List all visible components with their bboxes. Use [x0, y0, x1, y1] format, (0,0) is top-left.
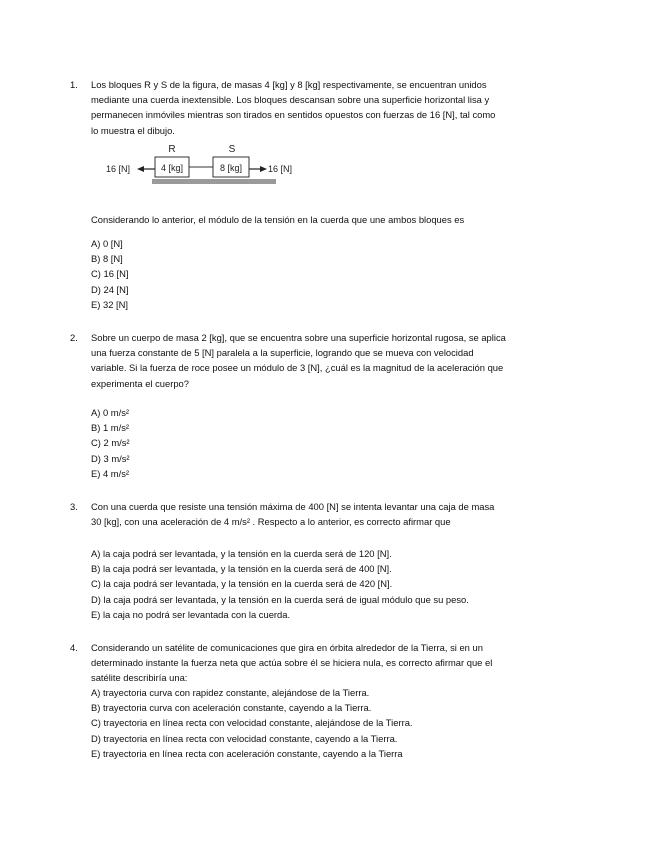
option-a: A) trayectoria curva con rapidez constante, alejándose de la Tierra.	[91, 687, 370, 698]
floor-surface	[152, 179, 276, 184]
option-a: A) 0 [N]	[91, 238, 123, 249]
option-b: B) trayectoria curva con aceleración constante, cayendo a la Tierra.	[91, 702, 372, 714]
question-stem	[91, 77, 560, 138]
option-d: D) 3 m/s²	[91, 452, 130, 464]
question-number: 4.	[70, 642, 78, 653]
option-c: C) trayectoria en línea recta con velocidad constante, alejándose de la Tierra.	[91, 717, 413, 729]
mass-s: 8 [kg]	[219, 163, 243, 173]
stem-line: una fuerza constante de 5 [N] paralela a la superficie, logrando que se mueva con velocidad	[91, 347, 474, 359]
question-4	[70, 640, 560, 686]
option-b: B) 1 m/s²	[91, 422, 130, 434]
question-stem	[91, 499, 560, 529]
options-list	[91, 546, 561, 622]
option-d: D) la caja podrá ser levantada, y la tensión en la cuerda será de igual módulo que su peso.	[91, 593, 469, 605]
question-number: 1.	[70, 79, 78, 90]
option-a: A) la caja podrá ser levantada, y la tensión en la cuerda será de 120 [N].	[91, 548, 392, 559]
question-stem	[91, 330, 560, 391]
stem-line: mediante una cuerda inextensible. Los bloques descansan sobre una superficie horizontal lisa y	[91, 94, 490, 106]
question-stem	[91, 640, 560, 686]
stem-line: Sobre un cuerpo de masa 2 [kg], que se encuentra sobre una superficie horizontal rugosa, se aplica	[91, 332, 506, 343]
question-number: 2.	[70, 332, 78, 343]
stem-line: satélite describiría una:	[91, 672, 188, 684]
options-list	[91, 236, 561, 312]
option-e: E) 4 m/s²	[91, 467, 130, 479]
option-d: D) trayectoria en línea recta con velocidad constante, cayendo a la Tierra.	[91, 732, 398, 744]
option-d: D) 24 [N]	[91, 283, 129, 295]
option-e: E) la caja no podrá ser levantada con la cuerda.	[91, 608, 291, 620]
option-b: B) 8 [N]	[91, 253, 123, 265]
label-s: S	[228, 144, 236, 155]
options-list	[91, 685, 561, 761]
stem-line: Los bloques R y S de la figura, de masas 4 [kg] y 8 [kg] respectivamente, se encuentran unidos	[91, 79, 487, 90]
stem-line: Con una cuerda que resiste una tensión máxima de 400 [N] se intenta levantar una caja de masa	[91, 501, 495, 512]
option-c: C) la caja podrá ser levantada, y la tensión en la cuerda será de 420 [N].	[91, 578, 393, 590]
question-lead: Considerando lo anterior, el módulo de la tensión en la cuerda que une ambos bloques es	[91, 214, 465, 225]
option-e: E) 32 [N]	[91, 298, 128, 310]
stem-line: determinado instante la fuerza neta que actúa sobre él se hiciera nula, es correcto afirmar que el	[91, 657, 493, 669]
stem-line: lo muestra el dibujo.	[91, 124, 175, 136]
blocks-figure	[100, 141, 300, 187]
arrowhead-left-icon	[137, 166, 144, 172]
stem-line: 30 [kg], con una aceleración de 4 m/s² . Respecto a lo anterior, es correcto afirmar que	[91, 516, 451, 528]
question-3	[70, 499, 560, 529]
option-b: B) la caja podrá ser levantada, y la tensión en la cuerda será de 400 [N].	[91, 563, 392, 575]
option-c: C) 16 [N]	[91, 268, 129, 280]
force-left-label: 16 [N]	[106, 164, 131, 174]
mass-r: 4 [kg]	[160, 163, 184, 173]
options-list	[91, 405, 561, 481]
arrowhead-right-icon	[260, 166, 267, 172]
option-a: A) 0 m/s²	[91, 407, 130, 418]
question-1	[70, 77, 560, 138]
option-e: E) trayectoria en línea recta con aceleración constante, cayendo a la Tierra	[91, 747, 403, 759]
question-number: 3.	[70, 501, 78, 512]
stem-line: experimenta el cuerpo?	[91, 377, 189, 389]
stem-line: permanecen inmóviles mientras son tirados en sentidos opuestos con fuerzas de 16 [N], tal como	[91, 109, 496, 121]
stem-line: Considerando un satélite de comunicaciones que gira en órbita alrededor de la Tierra, si en un	[91, 642, 483, 653]
option-c: C) 2 m/s²	[91, 437, 130, 449]
force-right-label: 16 [N]	[268, 164, 293, 174]
stem-line: variable. Si la fuerza de roce posee un módulo de 3 [N], ¿cuál es la magnitud de la aceleración que	[91, 362, 504, 374]
label-r: R	[168, 144, 176, 155]
question-2	[70, 330, 560, 391]
